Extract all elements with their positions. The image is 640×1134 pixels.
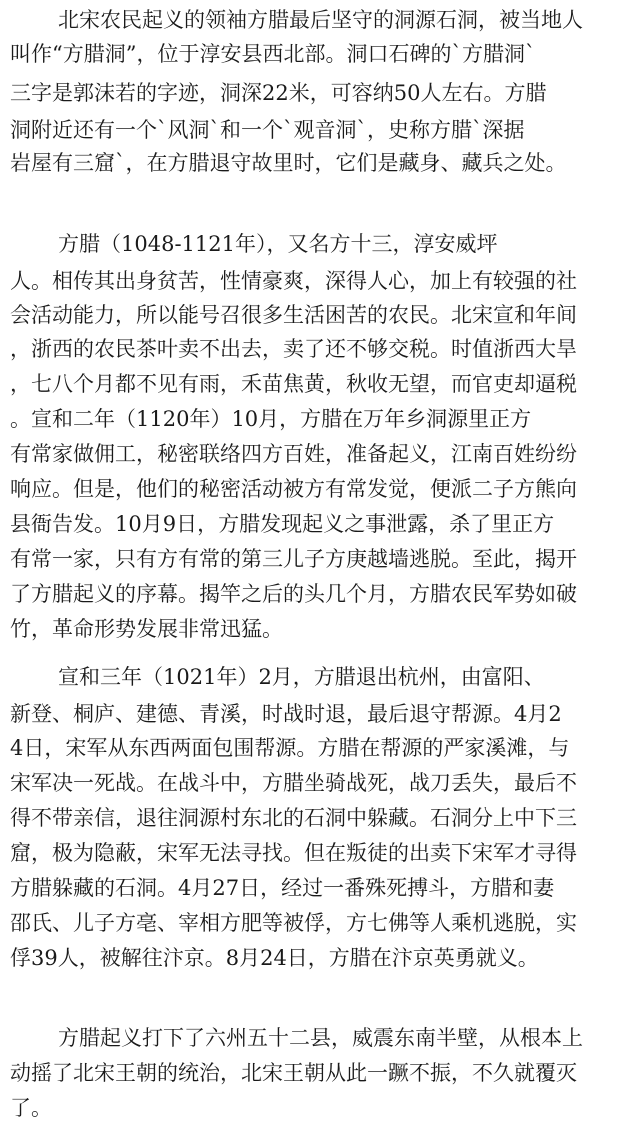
text-line: 叫作“方腊洞”，位于淳安县西北部。洞口石碑的`方腊洞` xyxy=(10,42,536,66)
text-line: 有常家做佣工，秘密联络四方百姓，准备起义，江南百姓纷纷 xyxy=(10,442,577,466)
text-line: 三字是郭沫若的字迹，洞深22米，可容纳50人左右。方腊 xyxy=(10,81,547,105)
text-line: 宋军决一死战。在战斗中，方腊坐骑战死，战刀丢失，最后不 xyxy=(10,771,577,795)
text-line: 了方腊起义的序幕。揭竿之后的头几个月，方腊农民军势如破 xyxy=(10,582,577,606)
text-line: 洞附近还有一个`风洞`和一个`观音洞`，史称方腊`深据 xyxy=(10,118,525,142)
text-line: 竹，革命形势发展非常迅猛。 xyxy=(10,617,283,641)
text-line: 方腊（1048-1121年），又名方十三，淳安威坪 xyxy=(58,232,498,256)
text-line: 响应。但是，他们的秘密活动被方有常发觉，便派二子方熊向 xyxy=(10,477,577,501)
text-line: 得不带亲信，退往洞源村东北的石洞中躲藏。石洞分上中下三 xyxy=(10,806,577,830)
text-line: 。宣和二年（1120年）10月，方腊在万年乡洞源里正方 xyxy=(10,407,532,431)
text-line: 方腊起义打下了六州五十二县，威震东南半壁，从根本上 xyxy=(58,1026,583,1050)
text-line: 北宋农民起义的领袖方腊最后坚守的洞源石洞，被当地人 xyxy=(58,8,583,32)
text-line: 4日，宋军从东西两面包围帮源。方腊在帮源的严家溪滩，与 xyxy=(10,736,570,760)
text-line: 动摇了北宋王朝的统治，北宋王朝从此一蹶不振，不久就覆灭 xyxy=(10,1061,577,1085)
text-line: 了。 xyxy=(10,1096,52,1120)
text-line: 会活动能力，所以能号召很多生活困苦的农民。北宋宣和年间 xyxy=(10,303,577,327)
text-line: 宣和三年（1021年）2月，方腊退出杭州，由富阳、 xyxy=(58,665,545,689)
text-line: 县衙告发。10月9日，方腊发现起义之事泄露，杀了里正方 xyxy=(10,512,555,536)
text-line: 邵氏、儿子方亳、宰相方肥等被俘，方七佛等人乘机逃脱，实 xyxy=(10,911,577,935)
text-line: 方腊躲藏的石洞。4月27日，经过一番殊死搏斗，方腊和妻 xyxy=(10,876,555,900)
text-line: 窟，极为隐蔽，宋军无法寻找。但在叛徒的出卖下宋军才寻得 xyxy=(10,841,577,865)
text-line: 人。相传其出身贫苦，性情豪爽，深得人心，加上有较强的社 xyxy=(10,269,577,293)
text-line: ，浙西的农民茶叶卖不出去，卖了还不够交税。时值浙西大旱 xyxy=(10,337,577,361)
text-line: ，七八个月都不见有雨，禾苗焦黄，秋收无望，而官吏却逼税 xyxy=(10,372,577,396)
text-line: 新登、桐庐、建德、青溪，时战时退，最后退守帮源。4月2 xyxy=(10,702,562,726)
text-line: 岩屋有三窟`，在方腊退守故里时，它们是藏身、藏兵之处。 xyxy=(10,151,567,175)
text-line: 有常一家，只有方有常的第三儿子方庚越墙逃脱。至此，揭开 xyxy=(10,547,577,571)
text-line: 俘39人，被解往汴京。8月24日，方腊在汴京英勇就义。 xyxy=(10,946,539,970)
